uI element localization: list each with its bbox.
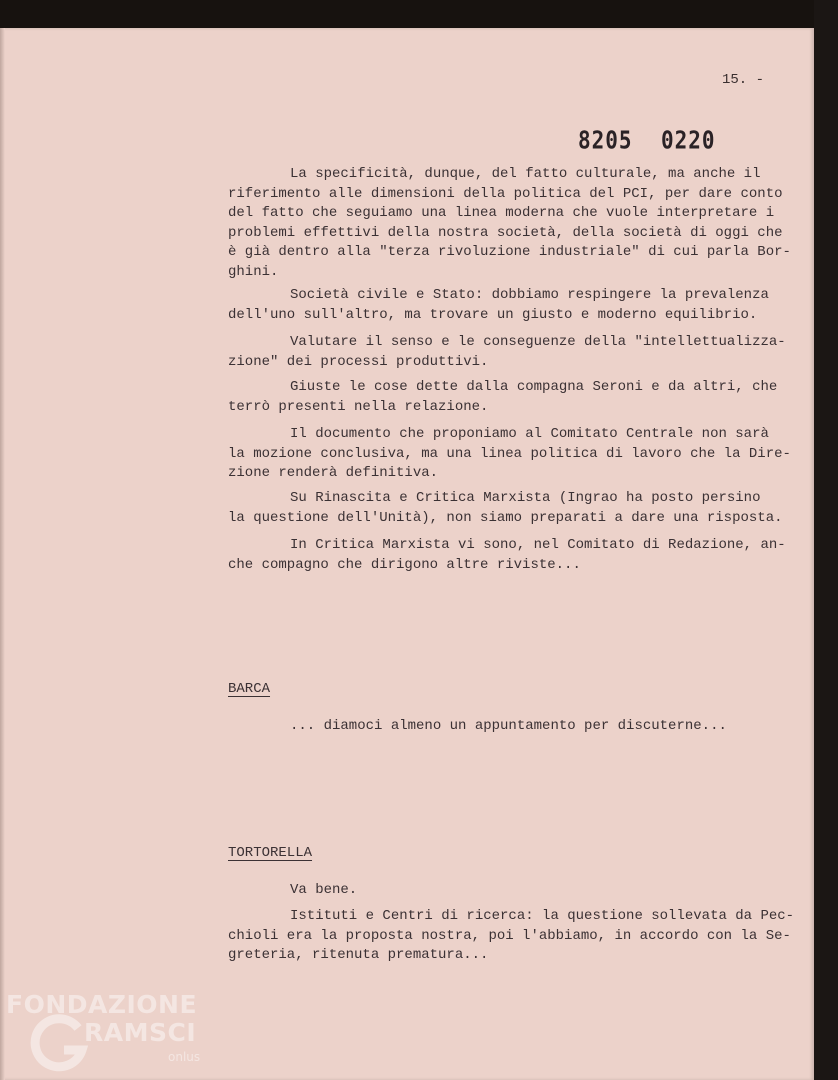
archive-stamp-second: 0220 (661, 125, 716, 155)
text-line: terrò presenti nella relazione. (228, 398, 489, 415)
text-line: Su Rinascita e Critica Marxista (Ingrao ha posto persino (290, 490, 761, 506)
page-edge (0, 28, 5, 1080)
text-line: la questione dell'Unità), non siamo preparati a dare una risposta. (228, 509, 783, 526)
text-line: Istituti e Centri di ricerca: la questione sollevata da Pec- (290, 908, 795, 924)
page-number: 15. - (722, 72, 765, 88)
text-line: greteria, ritenuta prematura... (228, 947, 489, 963)
text-line: la mozione conclusiva, ma una linea politica di lavoro che la Dire- (228, 445, 791, 462)
speaker-heading-barca: BARCA (228, 681, 271, 697)
text-line: La specificità, dunque, del fatto culturale, ma anche il (290, 166, 761, 182)
background-strip (814, 0, 838, 1080)
watermark-line-2: RAMSCI (84, 1018, 197, 1047)
text-line: dell'uno sull'altro, ma trovare un giusto e moderno equilibrio. (228, 306, 758, 323)
paragraph-2 (228, 286, 768, 325)
text-line: è già dentro alla "terza rivoluzione industriale" di cui parla Bor- (228, 244, 791, 260)
paragraph-1 (228, 165, 791, 282)
text-line: Il documento che proponiamo al Comitato Centrale non sarà (290, 426, 769, 442)
text-line: ... diamoci almeno un appuntamento per discuterne... (290, 718, 727, 734)
g-logo-icon (30, 1014, 90, 1074)
speaker-2-text-2 (228, 907, 795, 966)
text-line: che compagno che dirigono altre riviste... (228, 556, 581, 573)
speaker-heading-tortorella: TORTORELLA (228, 845, 313, 861)
speaker-1-text (228, 717, 768, 737)
archive-stamp-first: 8205 (578, 125, 633, 155)
text-line: riferimento alle dimensioni della politica del PCI, per dare conto (228, 185, 783, 202)
text-line: del fatto che seguiamo una linea moderna che vuole interpretare i (228, 205, 775, 221)
paragraph-5 (228, 425, 791, 484)
paragraph-6 (228, 489, 783, 528)
watermark-line-1: FONDAZIONE (6, 990, 198, 1019)
text-line: Giuste le cose dette dalla compagna Seroni e da altri, che (290, 379, 778, 395)
text-line: zione" dei processi produttivi. (228, 353, 489, 370)
text-line: ghini. (228, 263, 279, 280)
speaker-2-text-1 (228, 881, 768, 901)
paragraph-7 (228, 536, 786, 575)
paragraph-4 (228, 378, 778, 417)
text-line: Valutare il senso e le conseguenze della "intellettualizza- (290, 334, 786, 350)
text-line: problemi effettivi della nostra società, della società di oggi che (228, 224, 783, 241)
text-line: zione renderà definitiva. (228, 465, 439, 481)
text-line: In Critica Marxista vi sono, nel Comitato di Redazione, an- (290, 537, 786, 553)
paragraph-3 (228, 333, 786, 372)
watermark-logo (0, 990, 220, 1080)
text-line: Va bene. (290, 882, 358, 898)
text-line: chioli era la proposta nostra, poi l'abbiamo, in accordo con la Se- (228, 927, 791, 944)
text-line: Società civile e Stato: dobbiamo respingere la prevalenza (290, 287, 769, 303)
watermark-line-3: onlus (168, 1050, 201, 1064)
